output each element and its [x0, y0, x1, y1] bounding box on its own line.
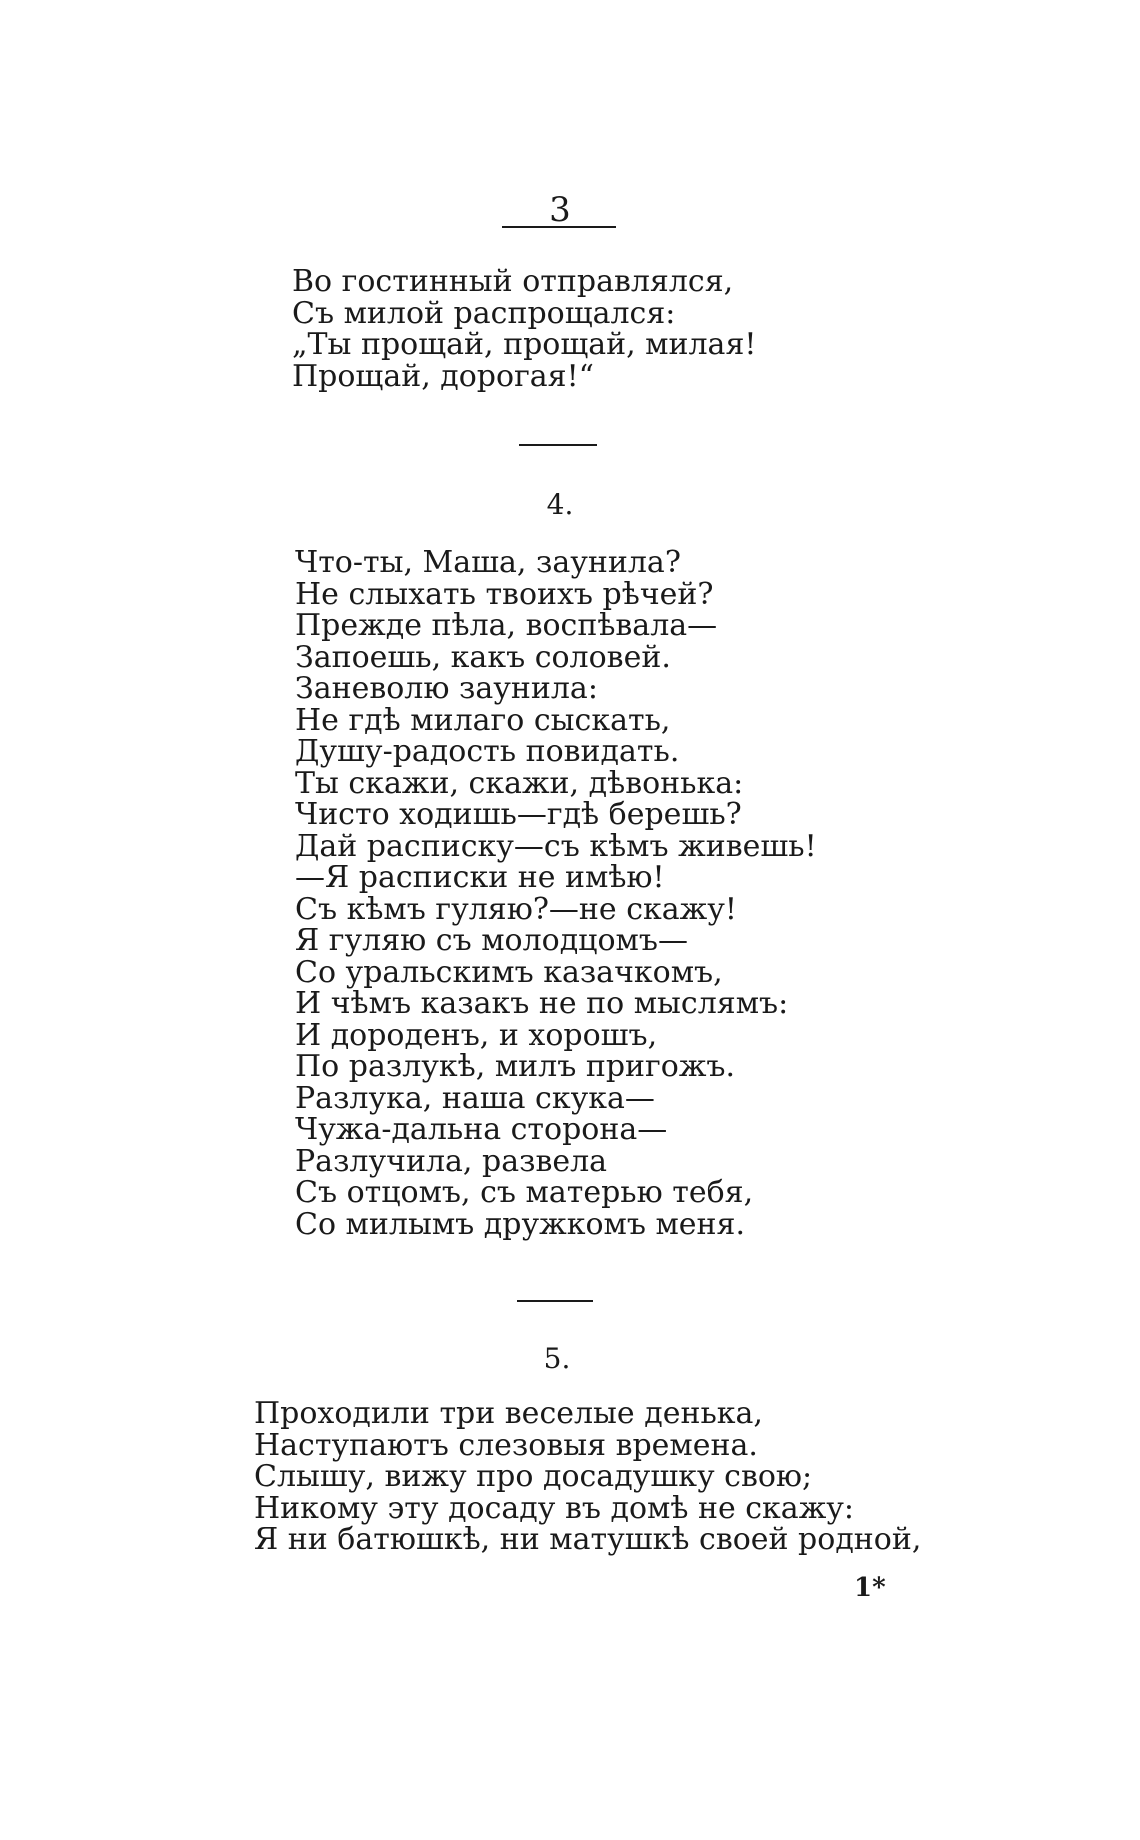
verse-line: Наступаютъ слезовыя времена.	[254, 1427, 758, 1463]
section-divider	[519, 444, 597, 446]
printer-signature-mark: 1*	[854, 1573, 886, 1603]
verse-4	[295, 547, 817, 1240]
verse-line: Ты скажи, скажи, дѣвонька:	[295, 765, 744, 801]
verse-line: Не слыхать твоихъ рѣчей?	[295, 576, 714, 612]
verse-line: Съ милой распрощался:	[292, 295, 676, 331]
verse-line: Никому эту досаду въ домѣ не скажу:	[254, 1490, 855, 1526]
verse-5	[254, 1398, 921, 1556]
section-divider	[517, 1300, 593, 1302]
page-number-underline	[502, 226, 616, 228]
verse-line: Не гдѣ милаго сыскать,	[295, 702, 671, 738]
verse-line: Душу-радость повидать.	[295, 734, 680, 769]
section-number-5: 5.	[543, 1342, 571, 1375]
verse-3-ending	[292, 266, 756, 392]
verse-line: По разлукѣ, милъ пригожъ.	[295, 1049, 736, 1084]
verse-line: Прощай, дорогая!“	[292, 358, 594, 394]
verse-line: Съ кѣмъ гуляю?—не скажу!	[295, 891, 737, 927]
verse-line: —Я расписки не имѣю!	[295, 860, 665, 895]
verse-line: Заневолю заунила:	[295, 671, 598, 706]
verse-line: Прежде пѣла, воспѣвала—	[295, 608, 718, 643]
verse-line: Слышу, вижу про досадушку свою;	[254, 1459, 813, 1494]
verse-line: Во гостинный отправлялся,	[292, 264, 734, 299]
verse-line: Чужа-дальна сторона—	[295, 1112, 668, 1147]
page-number: 3	[549, 190, 571, 230]
verse-line: Проходили три веселые денька,	[254, 1396, 763, 1431]
verse-line: И чѣмъ казакъ не по мыслямъ:	[295, 986, 789, 1021]
verse-line: И дороденъ, и хорошъ,	[295, 1017, 658, 1053]
verse-line: Разлука, наша скука—	[295, 1080, 655, 1116]
verse-line: Я гуляю съ молодцомъ—	[295, 923, 688, 958]
verse-line: Съ отцомъ, съ матерью тебя,	[295, 1175, 754, 1210]
verse-line: Дай расписку—съ кѣмъ живешь!	[295, 828, 817, 864]
verse-line: Со уральскимъ казачкомъ,	[295, 954, 723, 990]
verse-line: Запоешь, какъ соловей.	[295, 639, 671, 675]
section-number-4: 4.	[546, 488, 574, 521]
verse-line: „Ты прощай, прощай, милая!	[292, 327, 757, 362]
verse-line: Что-ты, Маша, заунила?	[295, 545, 681, 580]
verse-line: Чисто ходишь—гдѣ берешь?	[295, 797, 742, 832]
verse-line: Я ни батюшкѣ, ни матушкѣ своей родной,	[254, 1522, 922, 1557]
verse-line: Со милымъ дружкомъ меня.	[295, 1206, 746, 1242]
verse-line: Разлучила, развела	[295, 1143, 608, 1179]
